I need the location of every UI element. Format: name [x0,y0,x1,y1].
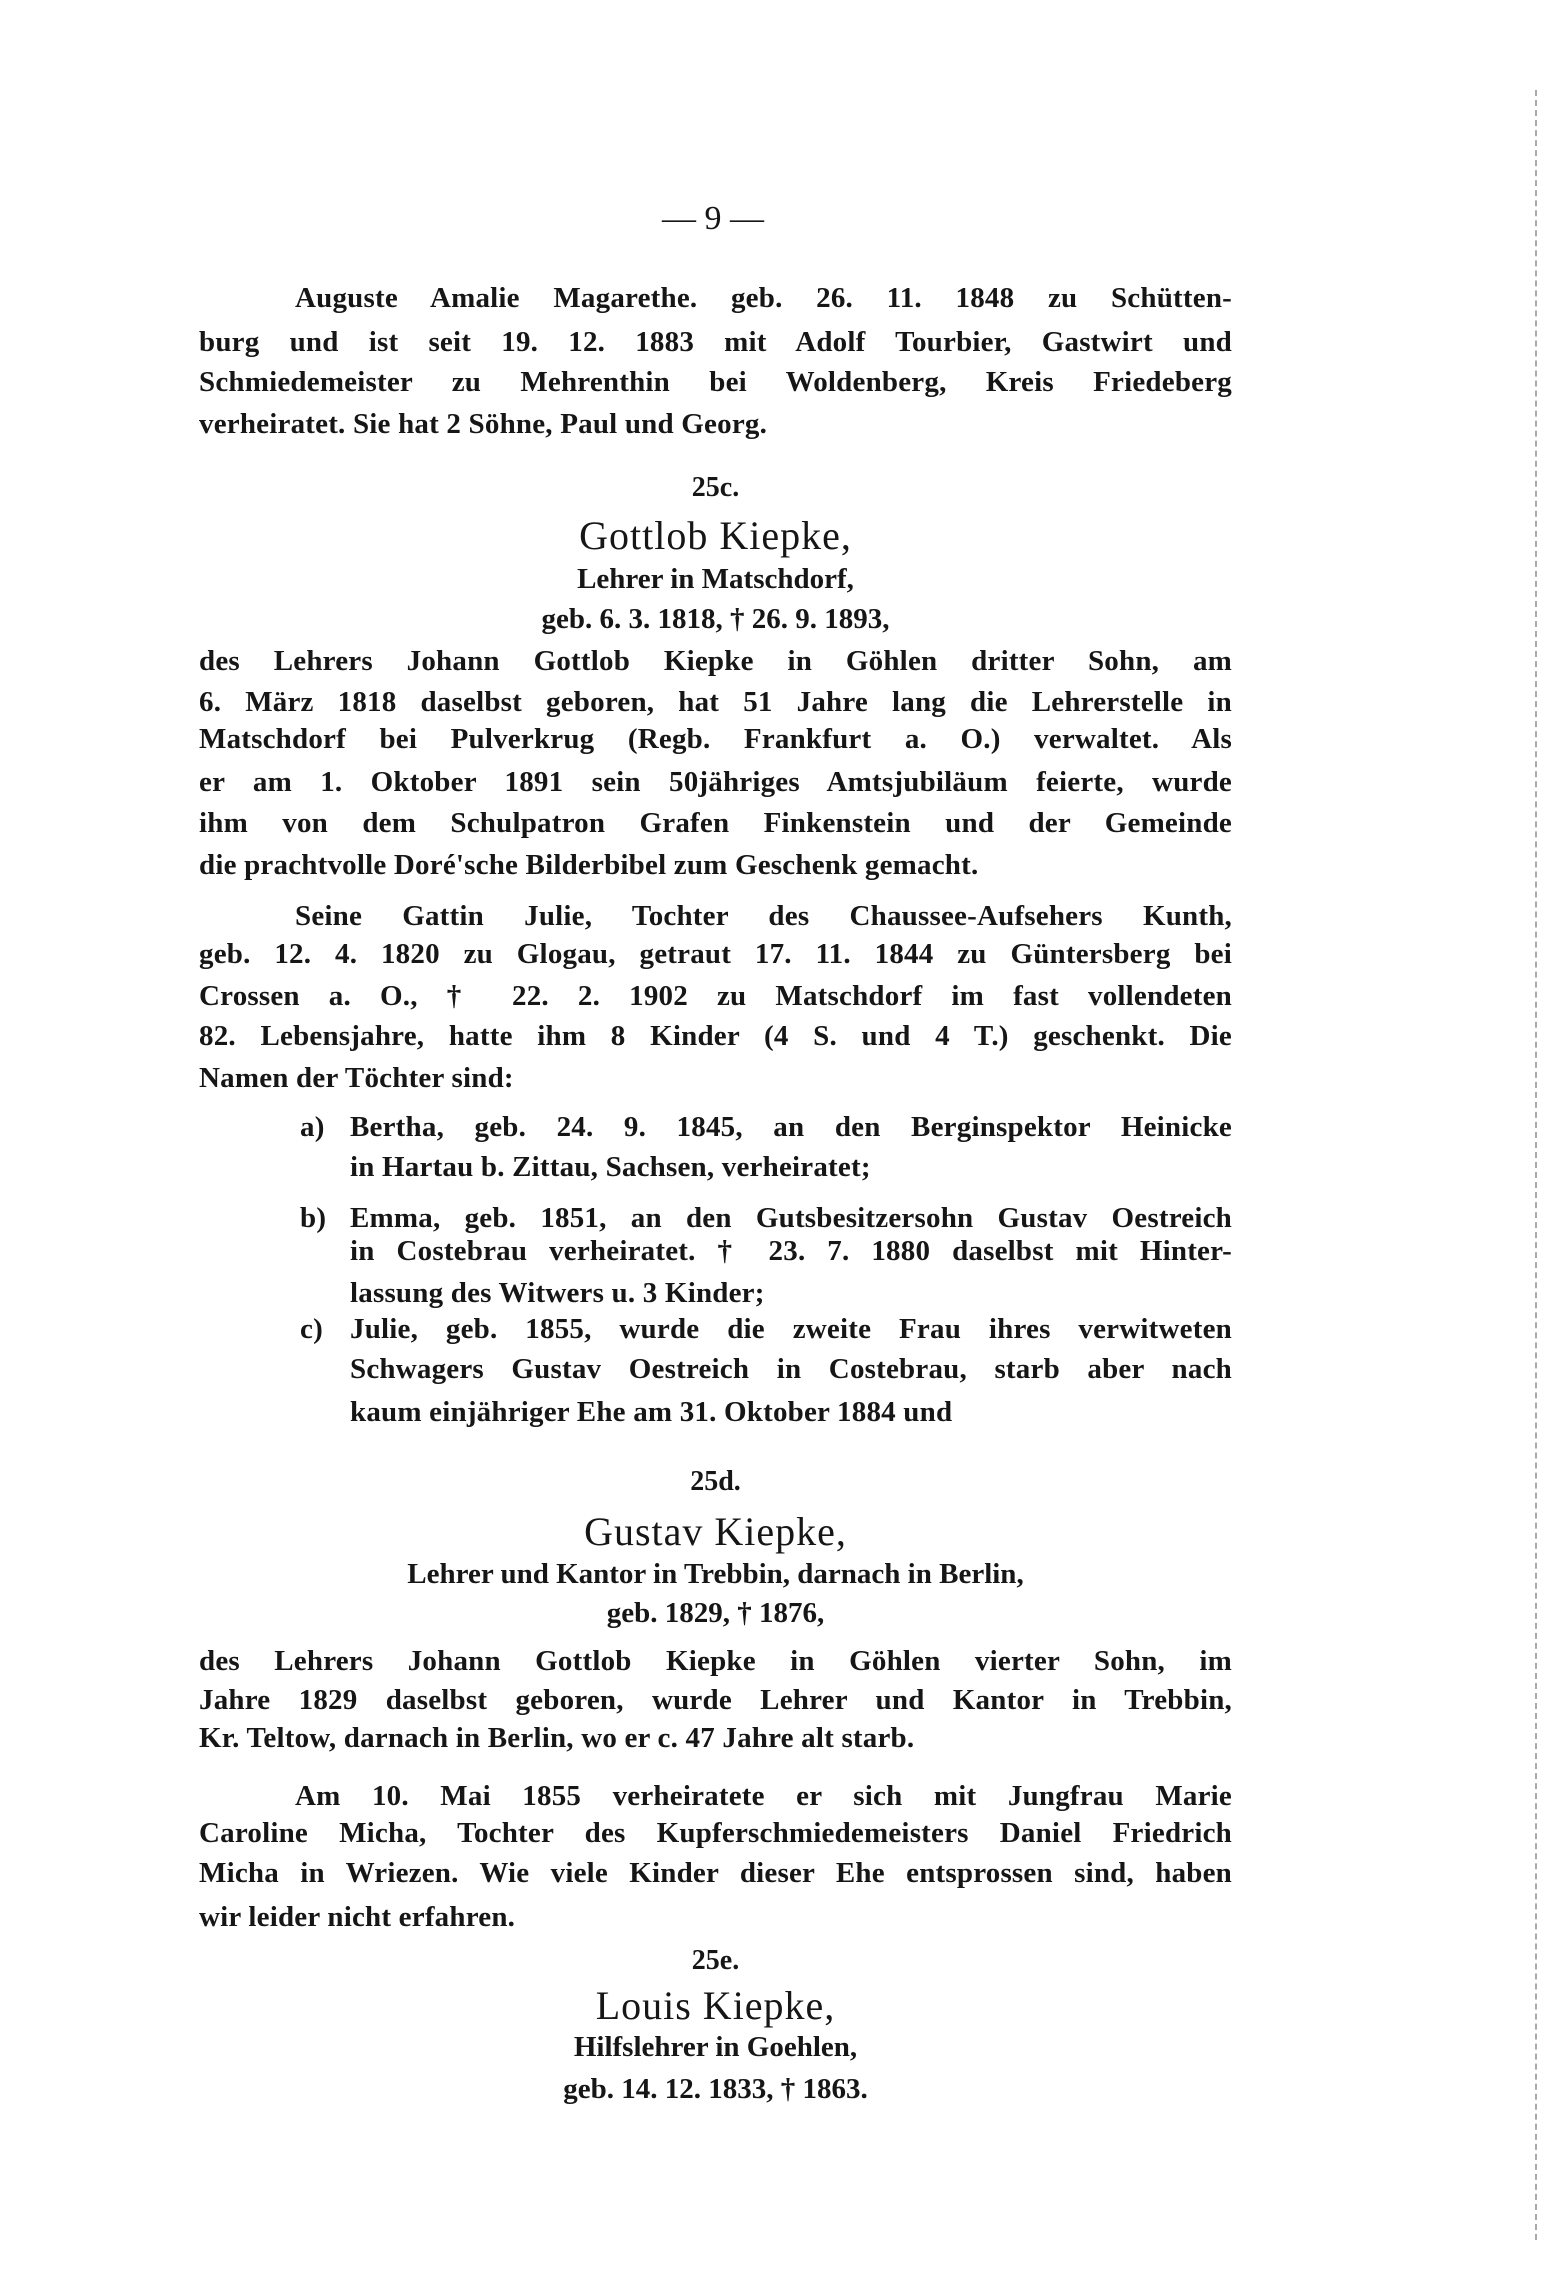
section-number-25d: 25d. [690,1466,741,1497]
body-line: Matschdorf bei Pulverkrug (Regb. Frankfurt a. O.) verwaltet. Als [199,723,1232,755]
section-heading-gottlob-kiepke: Gottlob Kiepke, [579,513,852,558]
item-line: in Hartau b. Zittau, Sachsen, verheiratet; [350,1151,871,1183]
scan-edge-artifact [1535,90,1537,2240]
item-line: Emma, geb. 1851, an den Gutsbesitzersohn Gustav Oestreich [350,1202,1232,1234]
item-line: in Costebrau verheiratet. † 23. 7. 1880 daselbst mit Hinter- [350,1235,1232,1267]
section-number-25c: 25c. [691,472,740,503]
marriage-line: Am 10. Mai 1855 verheiratete er sich mit Jungfrau Marie [295,1780,1232,1812]
body-line: Jahre 1829 daselbst geboren, wurde Lehrer und Kantor in Trebbin, [199,1684,1232,1716]
marriage-line: Caroline Micha, Tochter des Kupferschmiedemeisters Daniel Friedrich [199,1817,1232,1849]
section-heading-louis-kiepke: Louis Kiepke, [595,1983,836,2028]
marriage-line: Micha in Wriezen. Wie viele Kinder dieser Ehe entsprossen sind, haben [199,1857,1232,1889]
item-line: kaum einjähriger Ehe am 31. Oktober 1884 und [350,1396,953,1428]
item-label: a) [300,1111,325,1143]
item-line: Julie, geb. 1855, wurde die zweite Frau ihres verwitweten [350,1313,1232,1345]
item-line: Schwagers Gustav Oestreich in Costebrau, starb aber nach [350,1353,1232,1385]
section-role: Hilfslehrer in Goehlen, [573,2031,858,2063]
intro-line: verheiratet. Sie hat 2 Söhne, Paul und Georg. [199,408,768,440]
body-line: ihm von dem Schulpatron Grafen Finkenstein und der Gemeinde [199,807,1232,839]
body-line: des Lehrers Johann Gottlob Kiepke in Göhlen vierter Sohn, im [199,1645,1232,1677]
intro-line: burg und ist seit 19. 12. 1883 mit Adolf Tourbier, Gastwirt und [199,326,1232,358]
page-number: — 9 — [662,200,764,237]
intro-line: Auguste Amalie Magarethe. geb. 26. 11. 1848 zu Schütten- [295,282,1232,314]
item-line: Bertha, geb. 24. 9. 1845, an den Berginspektor Heinicke [350,1111,1232,1143]
body-line: des Lehrers Johann Gottlob Kiepke in Göhlen dritter Sohn, am [199,645,1232,677]
marriage-line: wir leider nicht erfahren. [199,1901,516,1933]
section-number-25e: 25e. [691,1945,740,1976]
section-role: Lehrer und Kantor in Trebbin, darnach in Berlin, [407,1558,1024,1590]
section-dates: geb. 14. 12. 1833, † 1863. [563,2073,868,2105]
body-line: 6. März 1818 daselbst geboren, hat 51 Jahre lang die Lehrerstelle in [199,686,1232,718]
section-role: Lehrer in Matschdorf, [577,563,854,595]
body-line: er am 1. Oktober 1891 sein 50jähriges Amtsjubiläum feierte, wurde [199,766,1232,798]
section-dates: geb. 1829, † 1876, [606,1597,825,1629]
section-heading-gustav-kiepke: Gustav Kiepke, [584,1509,847,1554]
item-label: c) [300,1313,323,1345]
item-label: b) [300,1202,327,1234]
wife-line: Seine Gattin Julie, Tochter des Chaussee-Aufsehers Kunth, [295,900,1232,932]
body-line: die prachtvolle Doré'sche Bilderbibel zum Geschenk gemacht. [199,849,979,881]
wife-line: geb. 12. 4. 1820 zu Glogau, getraut 17. 11. 1844 zu Güntersberg bei [199,938,1232,970]
wife-line: 82. Lebensjahre, hatte ihm 8 Kinder (4 S. und 4 T.) geschenkt. Die [199,1020,1232,1052]
wife-line: Crossen a. O., † 22. 2. 1902 zu Matschdorf im fast vollendeten [199,980,1232,1012]
intro-line: Schmiedemeister zu Mehrenthin bei Woldenberg, Kreis Friedeberg [199,366,1232,398]
body-line: Kr. Teltow, darnach in Berlin, wo er c. 47 Jahre alt starb. [199,1722,915,1754]
wife-line: Namen der Töchter sind: [199,1062,514,1094]
section-dates: geb. 6. 3. 1818, † 26. 9. 1893, [541,603,890,635]
item-line: lassung des Witwers u. 3 Kinder; [350,1277,765,1309]
